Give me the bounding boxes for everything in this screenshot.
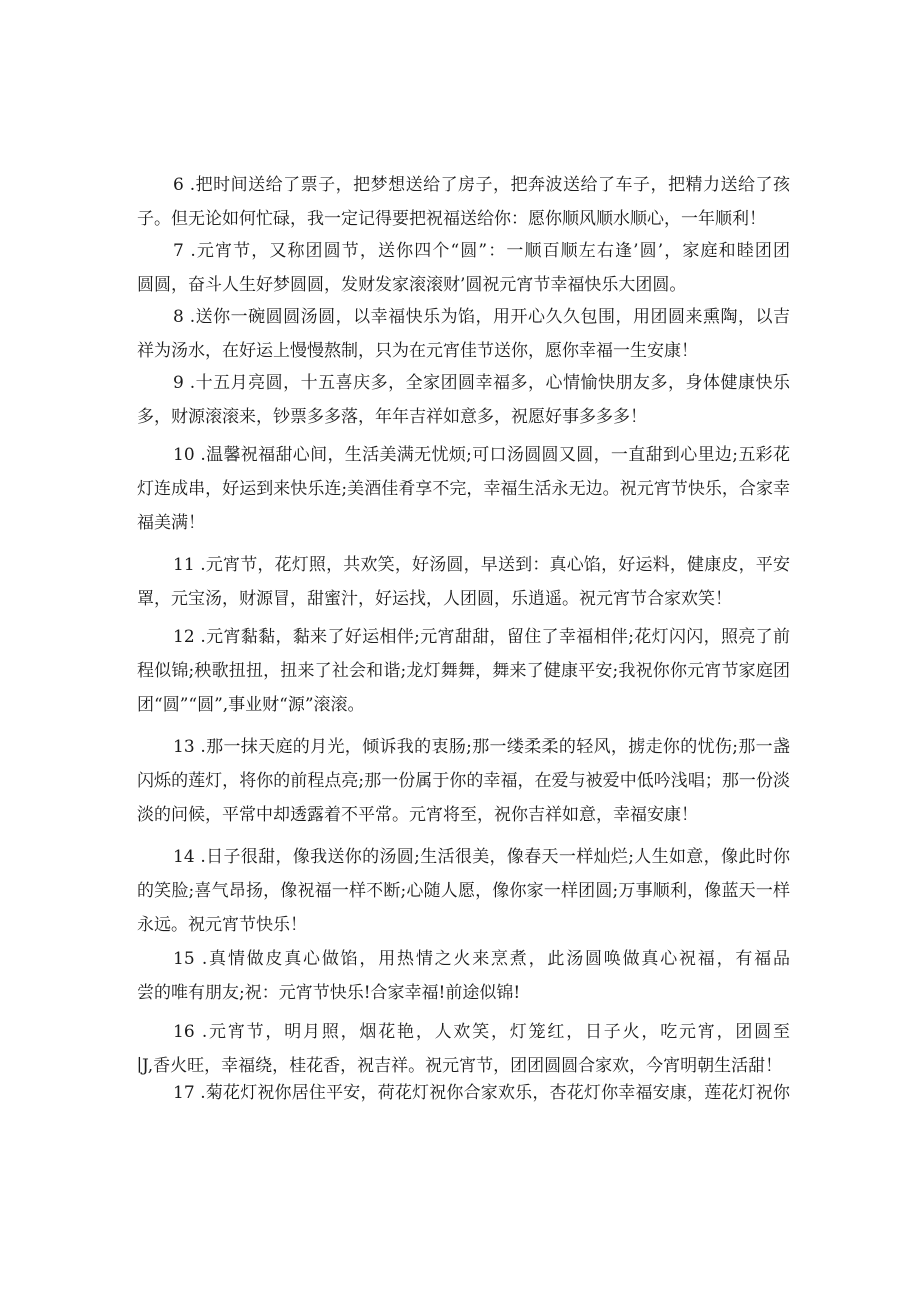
paragraph-line: 15 .真情做皮真心做馅，用热情之火来烹煮，此汤圆唤做真心祝福，有福品 [173,949,790,969]
paragraph-line: ∣J,香火旺，幸福绕，桂花香，祝吉祥。祝元宵节，团团圆圆合家欢，今宵明朝生活甜！ [137,1056,783,1076]
paragraph-line: 的笑脸;喜气昂扬，像祝福一样不断;心随人愿，像你家一样团圆;万事顺利，像蓝天一样 [137,881,790,901]
paragraph-11 [137,548,790,616]
paragraph-9 [137,366,790,434]
paragraph-line: 13 .那一抹天庭的月光，倾诉我的衷肠;那一缕柔柔的轻风，掳走你的忧伤;那一盏 [173,737,790,757]
paragraph-line: 灯连成串，好运到来快乐连;美酒佳肴享不完，幸福生活永无边。祝元宵节快乐，合家幸 [137,479,790,499]
paragraph-line: 程似锦;秧歌扭扭，扭来了社会和谐;龙灯舞舞，舞来了健康平安;我祝你你元宵节家庭团 [137,661,790,681]
paragraph-line: 福美满！ [137,513,205,533]
paragraph-line: 罩，元宝汤，财源冒，甜蜜汁，好运找，人团圆，乐逍遥。祝元宵节合家欢笑！ [137,589,732,609]
paragraph-line: 多，财源滚滚来，钞票多多落，年年吉祥如意多，祝愿好事多多多！ [137,407,647,427]
paragraph-14 [137,840,790,942]
paragraph-15 [137,942,790,1010]
paragraph-line: 16 .元宵节，明月照，烟花艳，人欢笑，灯笼红，日子火，吃元宵，团圆至 [173,1022,790,1042]
paragraph-line: 8 .送你一碗圆圆汤圆，以幸福快乐为馅，用开心久久包围，用团圆来熏陶，以吉 [173,307,790,327]
paragraph-line: 尝的唯有朋友;祝：元宵节快乐!合家幸福!前途似锦! [137,983,521,1003]
paragraph-line: 淡的问候，平常中却透露着不平常。元宵将至，祝你吉祥如意，幸福安康！ [137,805,698,825]
paragraph-7 [137,234,790,302]
paragraph-line: 闪烁的莲灯，将你的前程点亮;那一份属于你的幸福，在爱与被爱中低吟浅唱；那一份淡 [137,771,790,791]
paragraph-line: 12 .元宵黏黏，黏来了好运相伴;元宵甜甜，留住了幸福相伴;花灯闪闪，照亮了前 [173,627,790,647]
paragraph-8 [137,300,790,368]
paragraph-line: 9 .十五月亮圆，十五喜庆多，全家团圆幸福多，心情愉快朋友多，身体健康快乐 [173,373,790,393]
paragraph-line: 祥为汤水，在好运上慢慢熬制，只为在元宵佳节送你，愿你幸福一生安康！ [137,341,698,361]
paragraph-line: 6 .把时间送给了票子，把梦想送给了房子，把奔波送给了车子，把精力送给了孩 [173,175,790,195]
paragraph-line: 14 .日子很甜，像我送你的汤圆;生活很美，像春天一样灿烂;人生如意，像此时你 [173,847,790,867]
paragraph-10 [137,438,790,540]
paragraph-13 [137,730,790,832]
paragraph-17 [137,1076,790,1110]
paragraph-line: 17 .菊花灯祝你居住平安，荷花灯祝你合家欢乐，杏花灯你幸福安康，莲花灯祝你 [173,1083,790,1103]
paragraph-line: 永远。祝元宵节快乐！ [137,915,307,935]
paragraph-line: 11 .元宵节，花灯照，共欢笑，好汤圆，早送到：真心馅，好运料，健康皮，平安 [173,555,790,575]
paragraph-line: 子。但无论如何忙碌，我一定记得要把祝福送给你：愿你顺风顺水顺心，一年顺利！ [137,209,766,229]
paragraph-6 [137,168,790,236]
paragraph-line: 7 .元宵节，又称团圆节，送你四个“圆”：一顺百顺左右逢’圆’，家庭和睦团团 [173,241,790,261]
paragraph-12 [137,620,790,722]
paragraph-line: 团“圆”“圆”,事业财“源”滚滚。 [137,695,365,715]
paragraph-line: 圆圆，奋斗人生好梦圆圆，发财发家滚滚财’圆祝元宵节幸福快乐大团圆。 [137,275,687,295]
paragraph-16 [137,1015,790,1083]
paragraph-line: 10 .温馨祝福甜心间，生活美满无忧烦;可口汤圆圆又圆，一直甜到心里边;五彩花 [173,445,790,465]
